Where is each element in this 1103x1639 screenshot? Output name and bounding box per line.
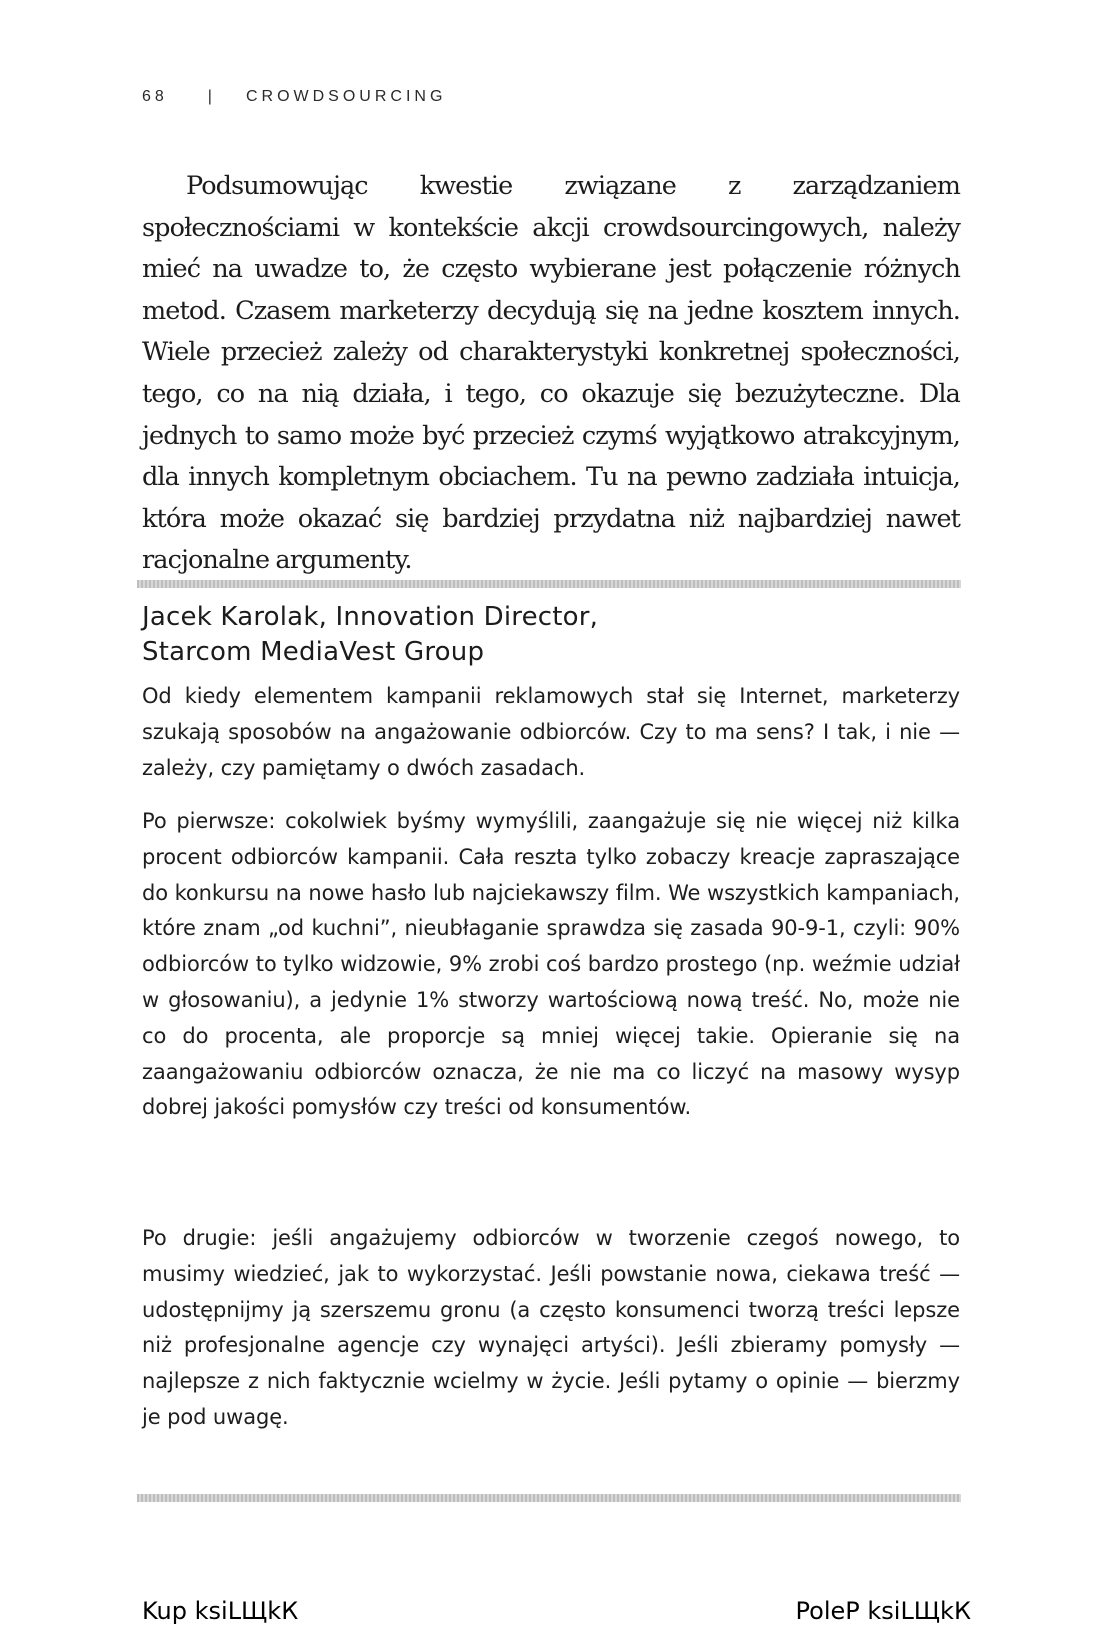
box-paragraph-2: Po pierwsze: cokolwiek byśmy wymyślili, zaangażuje się nie więcej niż kilka procent odbiorców kampanii. Cała reszta tylko zobaczy kreacje zapraszające do konkursu na nowe hasło lub najciekawszy film. We wszystkich kampaniach, które znam „od kuchni”, nieubłaganie sprawdza się zasada 90-9-1, czyli: 90% odbiorców to tylko widzowie, 9% zrobi coś bardzo prostego (np. weźmie udział w głosowaniu), a jedynie 1% stworzy wartościową nową treść. No, może nie co do procenta, ale proporcje są mniej więcej takie. Opieranie się na zaangażowaniu odbiorców oznacza, że nie ma co liczyć na masowy wysyp dobrej jakości pomysłów czy treści od konsumentów. bbox=[142, 809, 960, 1120]
box-top-rule bbox=[137, 580, 961, 588]
box-title-line-2: Starcom MediaVest Group bbox=[142, 637, 485, 667]
box-paragraph-3: Po drugie: jeśli angażujemy odbiorców w tworzenie czegoś nowego, to musimy wiedzieć, jak to wykorzystać. Jeśli powstanie nowa, ciekawa treść — udostępnijmy ją szerszemu gronu (a często konsumenci tworzą treści lepsze niż profesjonalne agencje czy wynajęci artyści). Jeśli zbieramy pomysły — najlepsze z nich faktycznie wcielmy w życie. Jeśli pytamy o opinie — bierzmy je pod uwagę. bbox=[142, 1226, 960, 1429]
box-paragraph-1: Od kiedy elementem kampanii reklamowych stał się Internet, marketerzy szukają sposobów na angażowanie odbiorców. Czy to ma sens? I tak, i nie — zależy, czy pamiętamy o dwóch zasadach. bbox=[142, 684, 960, 780]
page-number: 68 bbox=[142, 88, 168, 105]
box-title-line-1: Jacek Karolak, Innovation Director, bbox=[142, 602, 599, 632]
box-bottom-rule bbox=[137, 1494, 961, 1502]
recommend-book-link[interactable]: PoleР ksiLЩkК bbox=[795, 1597, 971, 1625]
running-head bbox=[142, 88, 446, 106]
buy-book-link[interactable]: Kup ksiLЩkК bbox=[142, 1597, 299, 1625]
box-title bbox=[142, 600, 960, 670]
header-separator: | bbox=[207, 88, 212, 105]
intro-paragraph: Podsumowując kwestie związane z zarządzaniem społecznościami w kontekście akcji crowdsourcingowych, należy mieć na uwadze to, że często wybierane jest połączenie różnych metod. Czasem marketerzy decydują się na jedne kosztem innych. Wiele przecież zależy od charakterystyki konkretnej społeczności, tego, co na nią działa, i tego, co okazuje się bezużyteczne. Dla jednych to samo może być przecież czymś wyjątkowo atrakcyjnym, dla innych kompletnym obciachem. Tu na pewno zadziała intuicja, która może okazać się bardziej przydatna niż najbardziej nawet racjonalne argumenty. bbox=[142, 171, 960, 576]
section-title: CROWDSOURCING bbox=[245, 88, 447, 105]
